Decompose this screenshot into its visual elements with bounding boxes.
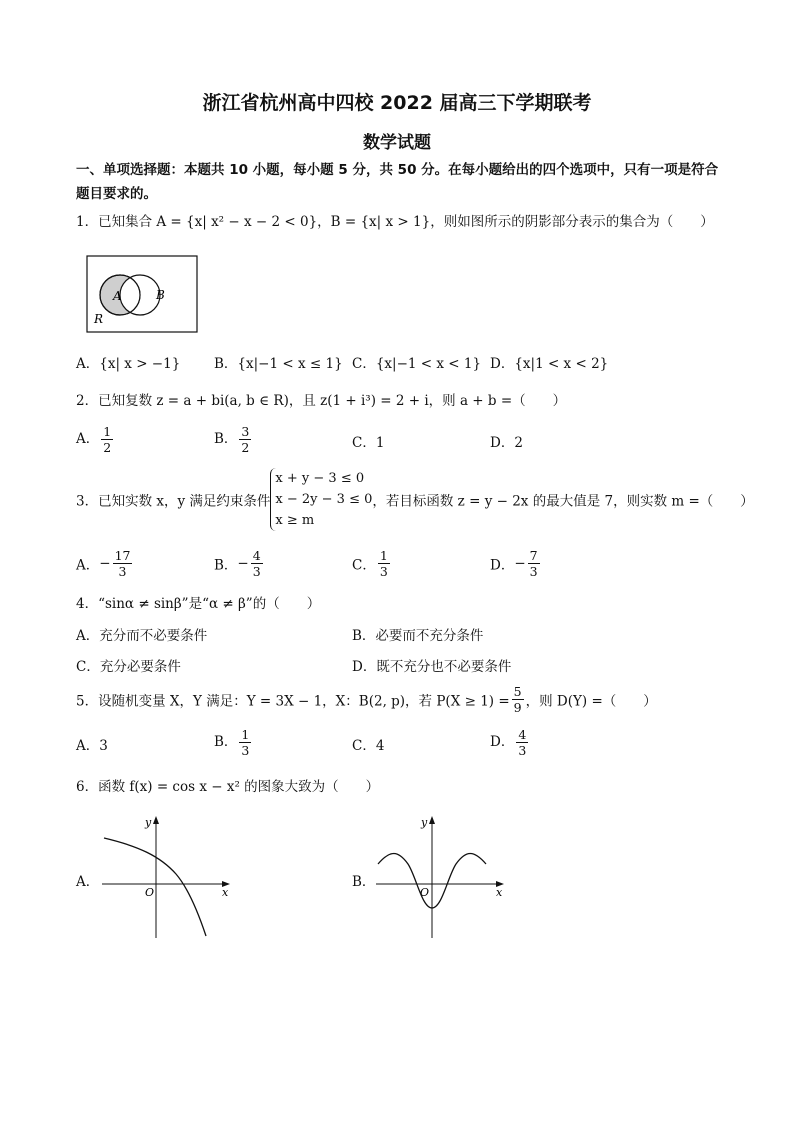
graph-b[interactable] (372, 812, 512, 942)
section-heading: 一、单项选择题：本题共 10 小题，每小题 5 分，共 50 分。在每小题给出的四个选项中，只有一项是符合题目要求的。 (76, 162, 719, 202)
q4-option-a[interactable]: A．充分而不必要条件 (76, 628, 208, 644)
graph-a[interactable] (98, 812, 238, 942)
q1-option-d[interactable]: D．{x|1 < x < 2} (490, 356, 609, 372)
q5-option-d[interactable]: D． $\frac{4}{3}$ (490, 727, 527, 758)
q5-option-c[interactable]: C．4 (352, 738, 385, 754)
q6-option-a-label[interactable]: A． (76, 874, 100, 890)
q6-stem: 6．函数 f(x) = cos x − x² 的图象大致为（ ） (76, 779, 380, 795)
q5-stem: 5．设随机变量 X，Y 满足：Y = 3X − 1，X：B(2, p)，若 P(X ≥ 1) = $\frac{5}{9}$ ，则 D(Y) =（ ） (76, 684, 657, 715)
q1-option-c[interactable]: C．{x|−1 < x < 1} (352, 356, 482, 372)
venn-label-b: B (156, 288, 165, 302)
q3-stem: 3．已知实数 x，y 满足约束条件 x + y − 3 ≤ 0 x − 2y − 3 ≤ 0 x ≥ m ，若目标函数 z = y − 2x 的最大值是 7，则实数 m =（ ） (76, 468, 754, 531)
graph-a-origin: O (145, 886, 155, 899)
q3-constraint-system: x + y − 3 ≤ 0 x − 2y − 3 ≤ 0 x ≥ m (270, 468, 372, 531)
q2-option-d[interactable]: D．2 (490, 435, 523, 451)
q5-option-a[interactable]: A．3 (76, 738, 108, 754)
graph-b-y-label: y (421, 816, 428, 829)
q4-option-d[interactable]: D．既不充分也不必要条件 (352, 659, 512, 675)
q2-option-a[interactable]: A． $\frac{1}{2}$ (76, 424, 112, 455)
exam-title: 浙江省杭州高中四校 2022 届高三下学期联考 (202, 92, 592, 114)
q1-option-b[interactable]: B．{x|−1 < x ≤ 1} (214, 356, 343, 372)
exam-subtitle: 数学试题 (363, 133, 431, 153)
venn-label-r: R (94, 312, 104, 326)
q4-option-c[interactable]: C．充分必要条件 (76, 659, 181, 675)
q4-stem: 4．“sinα ≠ sinβ”是“α ≠ β”的（ ） (76, 596, 321, 612)
q4-option-b[interactable]: B．必要而不充分条件 (352, 628, 484, 644)
q5-option-b[interactable]: B． $\frac{1}{3}$ (214, 727, 250, 758)
q6-option-b-label[interactable]: B． (352, 874, 376, 890)
q1-option-a[interactable]: A．{x| x > −1} (76, 356, 181, 372)
graph-b-origin: O (420, 886, 430, 899)
graph-a-x-label: x (222, 886, 229, 899)
q3-option-b[interactable]: B．− $\frac{4}{3}$ (214, 548, 261, 579)
graph-a-curve (104, 838, 206, 936)
q2-stem: 2．已知复数 z = a + bi(a, b ∈ R)，且 z(1 + i³) = 2 + i，则 a + b =（ ） (76, 393, 567, 409)
graph-a-y-label: y (145, 816, 152, 829)
q3-option-d[interactable]: D．− $\frac{7}{3}$ (490, 548, 538, 579)
q1-stem: 1．已知集合 A = {x| x² − x − 2 < 0}，B = {x| x > 1}，则如图所示的阴影部分表示的集合为（ ） (76, 214, 714, 230)
q3-option-a[interactable]: A．− $\frac{17}{3}$ (76, 548, 131, 579)
q3-option-c[interactable]: C． $\frac{1}{3}$ (352, 548, 388, 579)
q2-option-c[interactable]: C．1 (352, 435, 385, 451)
venn-diagram (86, 255, 198, 333)
graph-b-x-label: x (496, 886, 503, 899)
venn-label-a: A (113, 289, 122, 303)
q2-option-b[interactable]: B． $\frac{3}{2}$ (214, 424, 250, 455)
